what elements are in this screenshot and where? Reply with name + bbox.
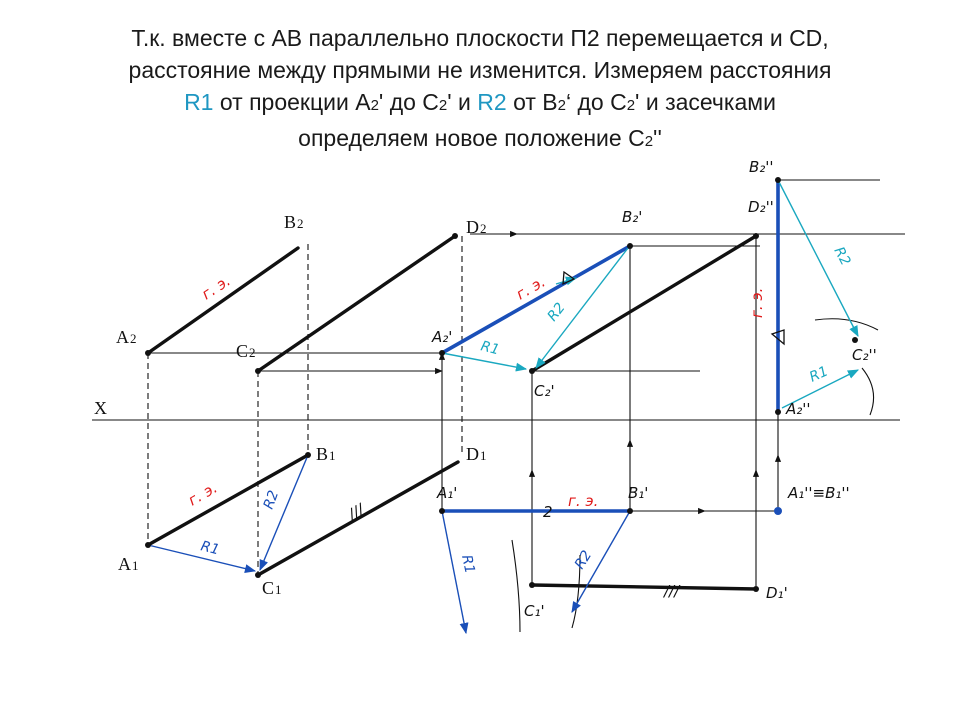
label-r2-top: R2 [544, 299, 569, 325]
label-b2: B2 [284, 212, 304, 232]
annotation-ge-1: г. э. [198, 271, 234, 304]
point-a2 [145, 350, 151, 356]
point-d2p [753, 233, 759, 239]
heading-line-1: Т.к. вместе с АВ параллельно плоскости П2 перемещается и CD, [131, 25, 829, 51]
construction-lines [92, 180, 905, 632]
segment-a2p-b2p [442, 246, 630, 353]
label-c2: C2 [236, 341, 256, 361]
point-b1p [627, 508, 633, 514]
tick-mark-c1d1: /// [345, 500, 368, 524]
annotation-ge-5: г. э. [748, 287, 766, 318]
label-r1-top: R1 [479, 338, 501, 359]
point-a2p [439, 350, 445, 356]
label-a2: A2 [116, 327, 137, 347]
r1-term: R1 [184, 89, 214, 115]
label-b2p: B₂' [622, 208, 643, 226]
point-b2pp [775, 177, 781, 183]
label-d2pp: D₂'' [748, 198, 774, 216]
label-d1: D1 [466, 444, 487, 464]
label-r1-right: R1 [807, 363, 831, 386]
label-c1p: C₁' [524, 602, 545, 620]
point-d2 [452, 233, 458, 239]
label-c2p: C₂' [534, 382, 555, 400]
point-b1 [305, 452, 311, 458]
label-c2pp: C₂'' [852, 346, 877, 364]
label-c1: C1 [262, 578, 282, 598]
label-r2-right: R2 [830, 244, 854, 269]
point-d1p [753, 586, 759, 592]
label-r1-bottom: R1 [458, 553, 478, 576]
segment-c2p-d2p [532, 236, 756, 371]
heading-line-4: определяем новое положение С2'' [298, 125, 662, 151]
point-c2pp [852, 337, 858, 343]
point-b2p [627, 243, 633, 249]
point-c1 [255, 572, 261, 578]
heading-line-2: расстояние между прямыми не изменится. Измеряем расстояния [128, 57, 832, 83]
tick-mark-c1pd1p: /// [664, 582, 680, 600]
label-b2pp: B₂'' [749, 158, 774, 176]
label-a2pp: A₂'' [786, 400, 811, 418]
label-b1: B1 [316, 444, 336, 464]
x-axis-label: X [94, 398, 107, 418]
label-a1: A1 [118, 554, 139, 574]
segment-a2-b2 [148, 248, 298, 353]
label-r2-left: R2 [260, 488, 283, 512]
arrow-r1-a2p-c2p [442, 353, 526, 369]
arc-r1-bottom [512, 540, 520, 632]
point-a1p [439, 508, 445, 514]
label-b1p: B₁' [628, 484, 649, 502]
point-c1p [529, 582, 535, 588]
annotation-ge-3: г. э. [185, 478, 221, 510]
point-a1 [145, 542, 151, 548]
point-a2pp [775, 409, 781, 415]
arc-r1-right [862, 368, 874, 415]
heading-line-3: R1 от проекции А2' до С2' и R2 от В2‘ до С2' и засечками [184, 89, 776, 115]
point-c2p [529, 368, 535, 374]
segment-a1-b1 [148, 455, 308, 545]
segment-c1p-d1p [532, 585, 756, 589]
point-c2 [255, 368, 261, 374]
segments [148, 236, 756, 589]
label-r2-bottom: R2 [571, 547, 596, 573]
annotation-two: 2 [543, 503, 553, 521]
radius-arrows-cyan [442, 180, 858, 408]
label-a2p: A₂' [432, 328, 453, 346]
point-a1pp [774, 507, 782, 515]
label-r1-left: R1 [199, 538, 221, 559]
r2-term: R2 [477, 89, 507, 115]
label-a1p: A₁' [437, 484, 458, 502]
label-a1pp-eq-b1pp: A₁''≡B₁'' [788, 484, 850, 502]
label-d1p: D₁' [766, 584, 788, 602]
arc-r2-right [815, 319, 878, 330]
annotation-ge-4: г. э. [568, 492, 599, 510]
annotation-ge-2: г. э. [513, 272, 549, 304]
label-d2: D2 [466, 217, 487, 237]
